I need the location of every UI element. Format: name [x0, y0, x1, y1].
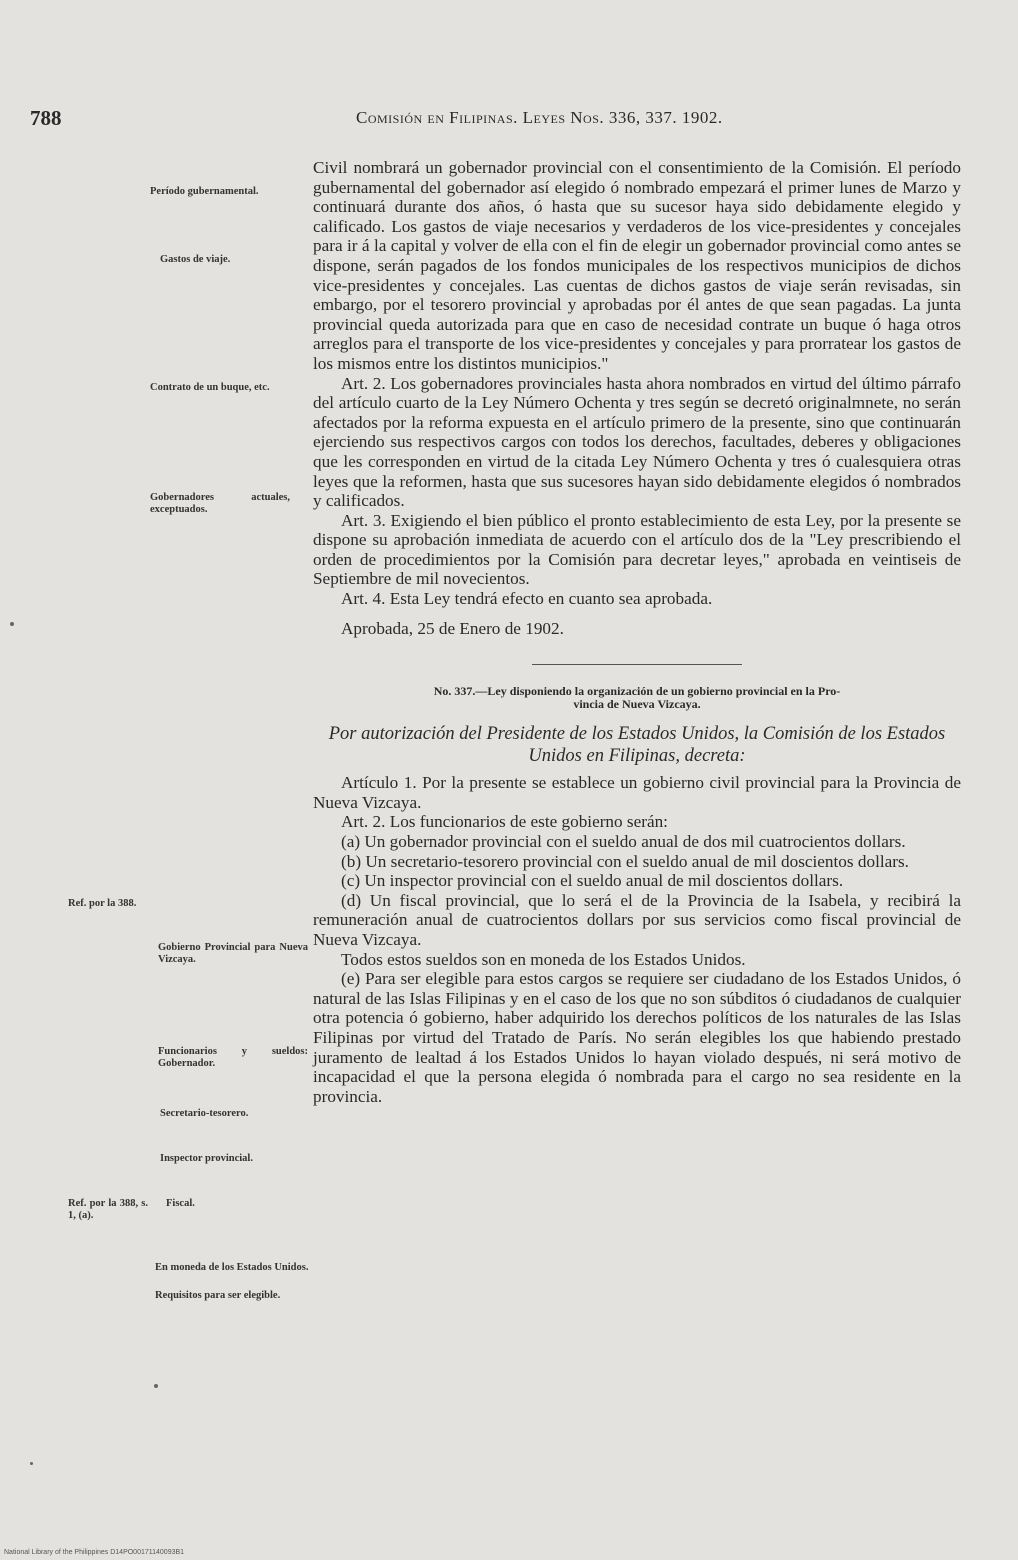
margin-note: Contrato de un buque, etc.: [150, 382, 270, 393]
margin-note: En moneda de los Estados Unidos.: [155, 1262, 309, 1273]
item-b: (b) Un secretario-tesorero provincial con el sueldo anual de mil doscientos dollars.: [341, 851, 909, 871]
article-1: Artículo 1. Por la presente se establece un gobierno civil provincial para la Provincia de Nueva Vizcaya.: [313, 773, 961, 812]
paragraph: Civil nombrará un gobernador provincial con el consentimiento de la Comisión. El período gubernamental del gobernador así elegido ó nombrado empezará el primer lunes de Marzo y continuará durante dos años, ó hasta que su sucesor haya sido debidamente elegido y calificado. Los gastos de viaje necesarios y verdaderos de los vice-presidentes y concejales para ir á la capital y volver de ella con el fin de elegir un gobernador provincial como antes se dispone, serán pagados de los fondos municipales de los respectivos municipios de dichos vice-presidentes y concejales. Las cuentas de dichos gastos de viaje serán revisadas, sin embargo, por el tesorero provincial y aprobadas por él antes de que sean pagadas. La junta provincial queda autorizada para que en caso de necesidad contrate un buque ó haga otros arreglos para el transporte de los vice-presidentes y concejales y para prorratear los gastos de los mismos entre los distintos municipios.": [313, 158, 961, 373]
speck: [154, 1384, 158, 1388]
enacting-clause: Por autorización del Presidente de los Estados Unidos, la Comisión de los Estados Unidos en Filipinas, decreta:: [328, 724, 946, 767]
margin-note: Gastos de viaje.: [160, 254, 231, 265]
item-d: (d) Un fiscal provincial, que lo será el de la Provincia de la Isabela, y recibirá la remuneración anual de cuatrocientos dollars por sus servicios como fiscal provincial de Nueva Vizcaya.: [313, 890, 961, 949]
margin-note: Inspector provincial.: [160, 1153, 253, 1164]
running-title: Comisión en Filipinas. Leyes Nos. 336, 337. 1902.: [356, 108, 723, 127]
item-e: (e) Para ser elegible para estos cargos se requiere ser ciudadano de los Estados Unidos, ó natural de las Islas Filipinas y en el caso de los que no son súbditos ó ciudadanos de cualquier otra potencia ó gobierno, haber adquirido los derechos políticos de los naturales de las Islas Filipinas por virtud del Tratado de París. No serán elegibles los que habiendo prestado juramento de lealtad á los Estados Unidos lo hayan violado después, ni será motivo de incapacidad el que la persona elegida ó nombrada para el cargo no sea residente en la provincia.: [313, 969, 961, 1106]
margin-note: Gobernadores actuales, exceptuados.: [150, 492, 290, 515]
margin-notes: [0, 0, 310, 1560]
margin-note: Requisitos para ser elegible.: [155, 1290, 281, 1301]
margin-note: Fiscal.: [166, 1198, 195, 1209]
law-title-line: No. 337.—Ley disponiendo la organización de un gobierno provincial en la Pro-: [433, 684, 841, 699]
item-c: (c) Un inspector provincial con el sueldo anual de mil doscientos dollars.: [341, 871, 844, 891]
speck: [30, 1462, 33, 1465]
law-title: [313, 685, 961, 711]
page-number: 788: [30, 106, 62, 130]
footer-credit: National Library of the Philippines D14PO00171140093B1: [4, 1549, 185, 1556]
main-text: [313, 158, 961, 1106]
approval-date: Aprobada, 25 de Enero de 1902.: [341, 618, 564, 638]
salaries-note: Todos estos sueldos son en moneda de los Estados Unidos.: [341, 949, 746, 969]
margin-note: Período gubernamental.: [150, 186, 259, 197]
margin-note: Funcionarios y sueldos: Gobernador.: [158, 1046, 308, 1069]
margin-note: Secretario-tesorero.: [160, 1108, 249, 1119]
article-2-officers: Art. 2. Los funcionarios de este gobierno serán:: [341, 812, 668, 832]
speck: [10, 622, 14, 626]
margin-note: Ref. por la 388, s. 1, (a).: [68, 1198, 148, 1221]
margin-note: Gobierno Provincial para Nueva Vizcaya.: [158, 942, 308, 965]
section-divider: [532, 664, 742, 665]
law-title-line: vincia de Nueva Vizcaya.: [573, 697, 701, 712]
article-4: Art. 4. Esta Ley tendrá efecto en cuanto sea aprobada.: [341, 589, 713, 609]
margin-note: Ref. por la 388.: [68, 898, 137, 909]
article-3: Art. 3. Exigiendo el bien público el pronto establecimiento de esta Ley, por la presente se dispone su aprobación inmediata de acuerdo con el artículo dos de la "Ley prescribiendo el orden de procedimientos por la Comisión para decretar leyes," aprobada en veintiseis de Septiembre de mil novecientos.: [313, 510, 961, 589]
item-a: (a) Un gobernador provincial con el sueldo anual de dos mil cuatrocientos dollars.: [341, 832, 906, 852]
article-2: Art. 2. Los gobernadores provinciales hasta ahora nombrados en virtud del último párrafo del artículo cuarto de la Ley Número Ochenta y tres según se decretó originalmnete, no serán afectados por la reforma expuesta en el artículo primero de la presente, sino que continuarán ejerciendo sus respectivos cargos con todos los derechos, facultades, deberes y obligaciones que les corresponden en virtud de la citada Ley Número Ochenta y tres ó cualesquiera otras leyes que la reformen, hasta que sus sucesores hayan sido debidamente elegidos ó nombrados y calificados.: [313, 373, 961, 511]
